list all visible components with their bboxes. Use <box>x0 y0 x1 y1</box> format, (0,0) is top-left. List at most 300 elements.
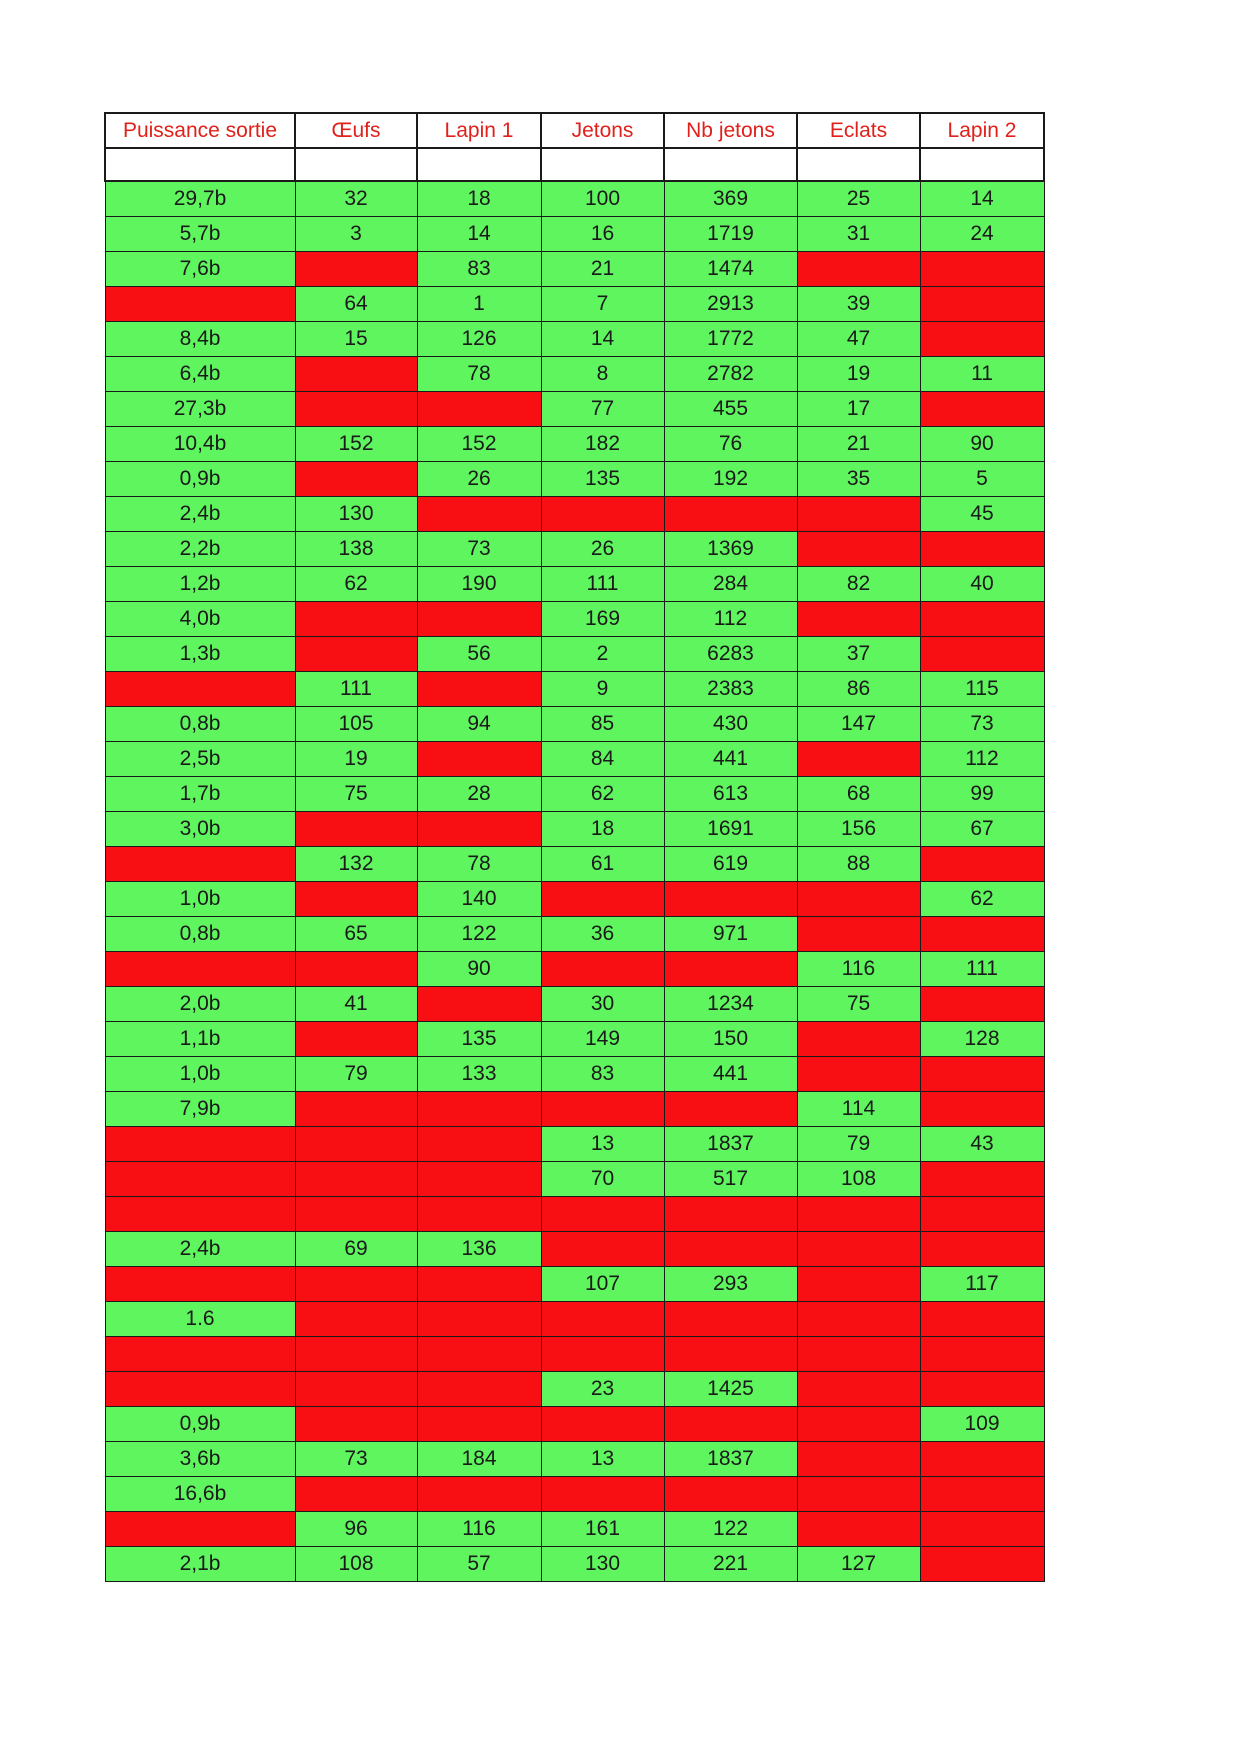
table-cell[interactable]: 2,4b <box>105 1232 295 1267</box>
table-cell[interactable]: 147 <box>797 707 920 742</box>
table-cell[interactable]: 1,2b <box>105 567 295 602</box>
table-cell[interactable]: 85 <box>541 707 664 742</box>
table-cell[interactable] <box>295 1197 417 1232</box>
table-cell[interactable]: 133 <box>417 1057 541 1092</box>
table-cell[interactable]: 14 <box>417 217 541 252</box>
table-cell[interactable]: 169 <box>541 602 664 637</box>
table-cell[interactable] <box>797 602 920 637</box>
table-cell[interactable] <box>295 252 417 287</box>
table-cell[interactable]: 126 <box>417 322 541 357</box>
table-cell[interactable]: 19 <box>295 742 417 777</box>
table-cell[interactable]: 114 <box>797 1092 920 1127</box>
table-cell[interactable] <box>797 1022 920 1057</box>
table-cell[interactable]: 8,4b <box>105 322 295 357</box>
table-cell[interactable] <box>664 1337 797 1372</box>
table-cell[interactable]: 2913 <box>664 287 797 322</box>
table-cell[interactable]: 190 <box>417 567 541 602</box>
table-cell[interactable] <box>105 1337 295 1372</box>
table-cell[interactable]: 111 <box>295 672 417 707</box>
table-cell[interactable]: 3,0b <box>105 812 295 847</box>
table-cell[interactable]: 430 <box>664 707 797 742</box>
table-cell[interactable]: 105 <box>295 707 417 742</box>
table-cell[interactable]: 99 <box>920 777 1044 812</box>
table-cell[interactable]: 40 <box>920 567 1044 602</box>
table-cell[interactable]: 1234 <box>664 987 797 1022</box>
table-cell[interactable] <box>920 1337 1044 1372</box>
table-cell[interactable]: 3 <box>295 217 417 252</box>
table-cell[interactable] <box>797 1337 920 1372</box>
table-cell[interactable]: 17 <box>797 392 920 427</box>
table-cell[interactable]: 90 <box>920 427 1044 462</box>
table-cell[interactable]: 441 <box>664 742 797 777</box>
table-cell[interactable] <box>295 1477 417 1512</box>
table-cell[interactable]: 369 <box>664 181 797 217</box>
table-cell[interactable] <box>417 672 541 707</box>
table-cell[interactable] <box>541 952 664 987</box>
table-cell[interactable]: 47 <box>797 322 920 357</box>
table-cell[interactable]: 83 <box>541 1057 664 1092</box>
table-cell[interactable]: 127 <box>797 1547 920 1582</box>
table-cell[interactable] <box>664 952 797 987</box>
table-cell[interactable]: 5 <box>920 462 1044 497</box>
table-cell[interactable]: 135 <box>417 1022 541 1057</box>
table-cell[interactable] <box>920 1442 1044 1477</box>
table-cell[interactable] <box>295 1162 417 1197</box>
table-cell[interactable] <box>797 917 920 952</box>
table-cell[interactable]: 2782 <box>664 357 797 392</box>
table-cell[interactable] <box>797 1232 920 1267</box>
table-cell[interactable] <box>541 1232 664 1267</box>
table-cell[interactable] <box>417 987 541 1022</box>
table-cell[interactable]: 184 <box>417 1442 541 1477</box>
table-cell[interactable] <box>797 1442 920 1477</box>
table-cell[interactable] <box>920 1162 1044 1197</box>
header-eclats[interactable]: Eclats <box>797 113 920 148</box>
table-cell[interactable]: 83 <box>417 252 541 287</box>
table-cell[interactable]: 61 <box>541 847 664 882</box>
table-cell[interactable]: 112 <box>920 742 1044 777</box>
table-cell[interactable] <box>541 1092 664 1127</box>
table-cell[interactable] <box>105 1372 295 1407</box>
table-row <box>105 181 1044 217</box>
table-cell[interactable] <box>105 287 295 322</box>
table-cell[interactable] <box>797 1267 920 1302</box>
table-cell[interactable]: 75 <box>797 987 920 1022</box>
table-cell[interactable] <box>797 1512 920 1547</box>
table-cell[interactable] <box>295 952 417 987</box>
table-cell[interactable]: 56 <box>417 637 541 672</box>
table-cell[interactable]: 96 <box>295 1512 417 1547</box>
table-cell[interactable]: 455 <box>664 392 797 427</box>
table-cell[interactable] <box>797 882 920 917</box>
table-cell[interactable] <box>417 1162 541 1197</box>
table-cell[interactable] <box>797 532 920 567</box>
table-cell[interactable] <box>797 1372 920 1407</box>
table-cell[interactable]: 117 <box>920 1267 1044 1302</box>
table-cell[interactable] <box>920 1372 1044 1407</box>
table-cell[interactable]: 77 <box>541 392 664 427</box>
table-cell[interactable] <box>797 252 920 287</box>
table-cell[interactable] <box>797 497 920 532</box>
table-cell[interactable]: 0,8b <box>105 707 295 742</box>
table-cell[interactable]: 16,6b <box>105 1477 295 1512</box>
table-cell[interactable] <box>105 847 295 882</box>
table-cell[interactable]: 6,4b <box>105 357 295 392</box>
header-lapin-1[interactable]: Lapin 1 <box>417 113 541 148</box>
table-cell[interactable]: 10,4b <box>105 427 295 462</box>
table-cell[interactable]: 21 <box>541 252 664 287</box>
table-cell[interactable]: 108 <box>797 1162 920 1197</box>
table-cell[interactable] <box>920 148 1044 181</box>
table-cell[interactable]: 13 <box>541 1127 664 1162</box>
table-cell[interactable] <box>295 882 417 917</box>
table-cell[interactable] <box>920 602 1044 637</box>
table-cell[interactable] <box>417 1092 541 1127</box>
table-cell[interactable] <box>797 1407 920 1442</box>
table-cell[interactable]: 613 <box>664 777 797 812</box>
table-cell[interactable] <box>920 637 1044 672</box>
table-cell[interactable] <box>664 1092 797 1127</box>
table-cell[interactable] <box>295 1267 417 1302</box>
table-cell[interactable] <box>295 148 417 181</box>
table-cell[interactable] <box>295 1337 417 1372</box>
table-cell[interactable]: 68 <box>797 777 920 812</box>
table-cell[interactable]: 135 <box>541 462 664 497</box>
table-cell[interactable]: 107 <box>541 1267 664 1302</box>
table-cell[interactable]: 62 <box>920 882 1044 917</box>
table-cell[interactable]: 1369 <box>664 532 797 567</box>
table-cell[interactable]: 79 <box>295 1057 417 1092</box>
header-puissance-sortie[interactable]: Puissance sortie <box>105 113 295 148</box>
table-cell[interactable] <box>295 812 417 847</box>
table-cell[interactable] <box>664 148 797 181</box>
table-cell[interactable] <box>417 392 541 427</box>
table-cell[interactable]: 140 <box>417 882 541 917</box>
table-cell[interactable]: 619 <box>664 847 797 882</box>
table-cell[interactable]: 75 <box>295 777 417 812</box>
table-cell[interactable]: 161 <box>541 1512 664 1547</box>
table-cell[interactable]: 45 <box>920 497 1044 532</box>
table-cell[interactable]: 23 <box>541 1372 664 1407</box>
table-cell[interactable] <box>920 847 1044 882</box>
table-cell[interactable]: 43 <box>920 1127 1044 1162</box>
table-cell[interactable]: 26 <box>417 462 541 497</box>
table-cell[interactable]: 138 <box>295 532 417 567</box>
table-cell[interactable] <box>664 1477 797 1512</box>
table-cell[interactable]: 1772 <box>664 322 797 357</box>
table-cell[interactable] <box>664 1197 797 1232</box>
header-oeufs[interactable]: Œufs <box>295 113 417 148</box>
table-cell[interactable]: 90 <box>417 952 541 987</box>
table-cell[interactable]: 293 <box>664 1267 797 1302</box>
table-cell[interactable] <box>920 252 1044 287</box>
table-cell[interactable]: 65 <box>295 917 417 952</box>
table-cell[interactable]: 2 <box>541 637 664 672</box>
table-cell[interactable]: 1,7b <box>105 777 295 812</box>
table-cell[interactable] <box>417 497 541 532</box>
table-cell[interactable]: 84 <box>541 742 664 777</box>
table-cell[interactable]: 30 <box>541 987 664 1022</box>
header-jetons[interactable]: Jetons <box>541 113 664 148</box>
table-cell[interactable]: 11 <box>920 357 1044 392</box>
table-cell[interactable] <box>105 1197 295 1232</box>
table-cell[interactable]: 517 <box>664 1162 797 1197</box>
table-cell[interactable] <box>920 1232 1044 1267</box>
table-cell[interactable]: 76 <box>664 427 797 462</box>
table-cell[interactable] <box>541 1477 664 1512</box>
table-cell[interactable]: 82 <box>797 567 920 602</box>
table-cell[interactable]: 130 <box>541 1547 664 1582</box>
table-cell[interactable]: 116 <box>417 1512 541 1547</box>
table-cell[interactable]: 62 <box>541 777 664 812</box>
table-cell[interactable]: 9 <box>541 672 664 707</box>
table-cell[interactable]: 192 <box>664 462 797 497</box>
table-cell[interactable]: 6283 <box>664 637 797 672</box>
table-cell[interactable]: 86 <box>797 672 920 707</box>
table-cell[interactable]: 7,6b <box>105 252 295 287</box>
table-cell[interactable]: 73 <box>295 1442 417 1477</box>
table-cell[interactable] <box>797 1302 920 1337</box>
table-cell[interactable]: 1 <box>417 287 541 322</box>
table-cell[interactable]: 7 <box>541 287 664 322</box>
table-cell[interactable] <box>920 1197 1044 1232</box>
header-nb-jetons[interactable]: Nb jetons <box>664 113 797 148</box>
table-cell[interactable]: 37 <box>797 637 920 672</box>
table-cell[interactable]: 88 <box>797 847 920 882</box>
table-cell[interactable] <box>797 742 920 777</box>
table-cell[interactable]: 25 <box>797 181 920 217</box>
table-cell[interactable]: 35 <box>797 462 920 497</box>
table-cell[interactable] <box>920 1302 1044 1337</box>
table-cell[interactable] <box>105 672 295 707</box>
table-cell[interactable]: 64 <box>295 287 417 322</box>
table-cell[interactable]: 24 <box>920 217 1044 252</box>
table-cell[interactable]: 100 <box>541 181 664 217</box>
table-cell[interactable]: 73 <box>417 532 541 567</box>
table-cell[interactable]: 136 <box>417 1232 541 1267</box>
table-cell[interactable]: 0,8b <box>105 917 295 952</box>
table-cell[interactable] <box>920 532 1044 567</box>
table-cell[interactable] <box>417 1127 541 1162</box>
table-cell[interactable] <box>797 1477 920 1512</box>
table-cell[interactable] <box>417 812 541 847</box>
table-cell[interactable]: 130 <box>295 497 417 532</box>
table-cell[interactable] <box>541 882 664 917</box>
table-cell[interactable]: 441 <box>664 1057 797 1092</box>
table-cell[interactable] <box>541 1302 664 1337</box>
table-cell[interactable]: 971 <box>664 917 797 952</box>
table-cell[interactable]: 132 <box>295 847 417 882</box>
table-cell[interactable] <box>295 1022 417 1057</box>
table-cell[interactable] <box>295 1127 417 1162</box>
table-cell[interactable]: 18 <box>417 181 541 217</box>
table-cell[interactable]: 4,0b <box>105 602 295 637</box>
table-row <box>105 1337 1044 1372</box>
table-cell[interactable]: 27,3b <box>105 392 295 427</box>
table-cell[interactable]: 116 <box>797 952 920 987</box>
table-cell[interactable] <box>920 1477 1044 1512</box>
table-cell[interactable]: 2,2b <box>105 532 295 567</box>
table-cell[interactable]: 112 <box>664 602 797 637</box>
table-cell[interactable]: 0,9b <box>105 1407 295 1442</box>
table-cell[interactable]: 111 <box>541 567 664 602</box>
table-cell[interactable] <box>295 602 417 637</box>
table-cell[interactable] <box>920 322 1044 357</box>
table-cell[interactable]: 29,7b <box>105 181 295 217</box>
table-cell[interactable] <box>920 392 1044 427</box>
table-cell[interactable]: 2,4b <box>105 497 295 532</box>
table-cell[interactable] <box>664 1302 797 1337</box>
table-cell[interactable]: 284 <box>664 567 797 602</box>
table-cell[interactable] <box>920 987 1044 1022</box>
table-cell[interactable] <box>417 1267 541 1302</box>
table-cell[interactable] <box>541 1197 664 1232</box>
table-cell[interactable]: 152 <box>417 427 541 462</box>
table-cell[interactable] <box>664 1407 797 1442</box>
table-cell[interactable]: 1691 <box>664 812 797 847</box>
table-cell[interactable] <box>105 1512 295 1547</box>
table-cell[interactable]: 1719 <box>664 217 797 252</box>
table-cell[interactable]: 128 <box>920 1022 1044 1057</box>
table-cell[interactable]: 21 <box>797 427 920 462</box>
table-cell[interactable]: 28 <box>417 777 541 812</box>
table-cell[interactable]: 122 <box>664 1512 797 1547</box>
table-cell[interactable]: 15 <box>295 322 417 357</box>
table-cell[interactable]: 7,9b <box>105 1092 295 1127</box>
table-cell[interactable] <box>417 148 541 181</box>
table-cell[interactable]: 70 <box>541 1162 664 1197</box>
table-cell[interactable]: 3,6b <box>105 1442 295 1477</box>
table-row <box>105 672 1044 707</box>
table-cell[interactable] <box>105 952 295 987</box>
table-cell[interactable] <box>295 392 417 427</box>
table-cell[interactable] <box>295 1092 417 1127</box>
table-cell[interactable]: 182 <box>541 427 664 462</box>
table-row <box>105 1162 1044 1197</box>
table-row <box>105 1127 1044 1162</box>
table-cell[interactable]: 1,0b <box>105 1057 295 1092</box>
table-cell[interactable] <box>295 1407 417 1442</box>
table-cell[interactable]: 79 <box>797 1127 920 1162</box>
table-cell[interactable]: 14 <box>920 181 1044 217</box>
table-cell[interactable] <box>664 1232 797 1267</box>
table-cell[interactable]: 8 <box>541 357 664 392</box>
table-cell[interactable]: 111 <box>920 952 1044 987</box>
table-cell[interactable] <box>417 1477 541 1512</box>
table-cell[interactable] <box>920 1512 1044 1547</box>
table-cell[interactable]: 13 <box>541 1442 664 1477</box>
table-cell[interactable]: 73 <box>920 707 1044 742</box>
table-cell[interactable] <box>105 1127 295 1162</box>
table-cell[interactable] <box>541 1337 664 1372</box>
table-cell[interactable]: 1837 <box>664 1127 797 1162</box>
table-cell[interactable]: 31 <box>797 217 920 252</box>
table-cell[interactable]: 1.6 <box>105 1302 295 1337</box>
table-cell[interactable] <box>295 1372 417 1407</box>
table-cell[interactable] <box>920 917 1044 952</box>
table-cell[interactable] <box>295 637 417 672</box>
table-cell[interactable]: 41 <box>295 987 417 1022</box>
table-cell[interactable]: 18 <box>541 812 664 847</box>
table-cell[interactable] <box>417 1407 541 1442</box>
table-cell[interactable] <box>105 148 295 181</box>
table-cell[interactable] <box>417 1302 541 1337</box>
table-cell[interactable]: 78 <box>417 357 541 392</box>
table-cell[interactable] <box>797 148 920 181</box>
table-cell[interactable]: 32 <box>295 181 417 217</box>
table-cell[interactable]: 39 <box>797 287 920 322</box>
table-cell[interactable]: 2,5b <box>105 742 295 777</box>
table-cell[interactable]: 115 <box>920 672 1044 707</box>
table-cell[interactable] <box>417 602 541 637</box>
table-cell[interactable] <box>920 1057 1044 1092</box>
table-cell[interactable]: 69 <box>295 1232 417 1267</box>
header-lapin-2[interactable]: Lapin 2 <box>920 113 1044 148</box>
table-row <box>105 882 1044 917</box>
table-cell[interactable]: 152 <box>295 427 417 462</box>
table-cell[interactable]: 1837 <box>664 1442 797 1477</box>
table-cell[interactable]: 19 <box>797 357 920 392</box>
table-cell[interactable] <box>295 1302 417 1337</box>
table-cell[interactable]: 5,7b <box>105 217 295 252</box>
table-cell[interactable]: 26 <box>541 532 664 567</box>
table-cell[interactable]: 2,1b <box>105 1547 295 1582</box>
table-cell[interactable] <box>541 497 664 532</box>
table-cell[interactable]: 1,1b <box>105 1022 295 1057</box>
table-cell[interactable]: 1425 <box>664 1372 797 1407</box>
table-cell[interactable]: 109 <box>920 1407 1044 1442</box>
table-cell[interactable] <box>417 1372 541 1407</box>
table-cell[interactable]: 1,3b <box>105 637 295 672</box>
table-cell[interactable] <box>541 148 664 181</box>
table-cell[interactable]: 1,0b <box>105 882 295 917</box>
table-cell[interactable]: 150 <box>664 1022 797 1057</box>
table-cell[interactable] <box>105 1267 295 1302</box>
table-cell[interactable]: 156 <box>797 812 920 847</box>
table-cell[interactable] <box>295 357 417 392</box>
table-cell[interactable]: 149 <box>541 1022 664 1057</box>
table-cell[interactable]: 94 <box>417 707 541 742</box>
table-cell[interactable] <box>664 497 797 532</box>
table-cell[interactable] <box>664 882 797 917</box>
table-cell[interactable]: 62 <box>295 567 417 602</box>
table-cell[interactable]: 67 <box>920 812 1044 847</box>
table-cell[interactable]: 221 <box>664 1547 797 1582</box>
table-cell[interactable]: 0,9b <box>105 462 295 497</box>
table-cell[interactable] <box>920 1547 1044 1582</box>
table-cell[interactable] <box>920 1092 1044 1127</box>
table-cell[interactable] <box>797 1197 920 1232</box>
table-cell[interactable] <box>920 287 1044 322</box>
table-cell[interactable] <box>417 742 541 777</box>
table-cell[interactable]: 36 <box>541 917 664 952</box>
table-cell[interactable] <box>105 1162 295 1197</box>
table-cell[interactable] <box>417 1337 541 1372</box>
table-cell[interactable]: 1474 <box>664 252 797 287</box>
table-cell[interactable]: 57 <box>417 1547 541 1582</box>
table-cell[interactable]: 14 <box>541 322 664 357</box>
table-cell[interactable]: 2383 <box>664 672 797 707</box>
table-cell[interactable] <box>797 1057 920 1092</box>
table-cell[interactable]: 78 <box>417 847 541 882</box>
table-cell[interactable]: 122 <box>417 917 541 952</box>
table-cell[interactable] <box>417 1197 541 1232</box>
table-cell[interactable]: 16 <box>541 217 664 252</box>
table-cell[interactable]: 108 <box>295 1547 417 1582</box>
table-cell[interactable] <box>541 1407 664 1442</box>
table-cell[interactable] <box>295 462 417 497</box>
table-cell[interactable]: 2,0b <box>105 987 295 1022</box>
